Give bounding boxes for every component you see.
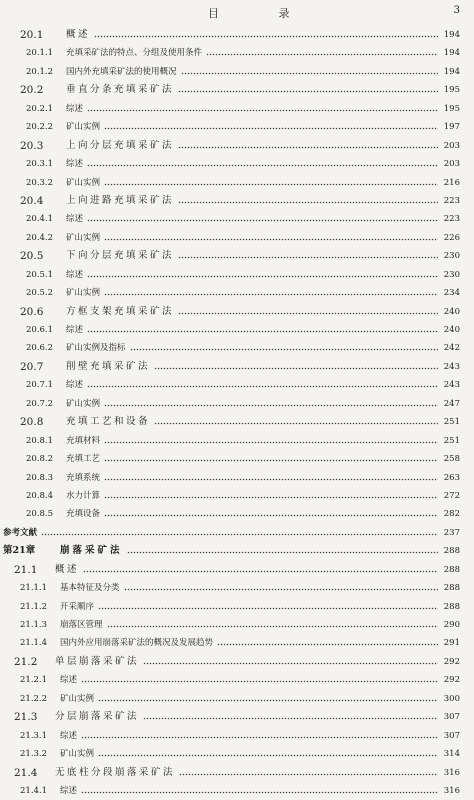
toc-entry-title: 综述: [66, 214, 84, 225]
toc-entry-title: 充填材料: [66, 435, 101, 446]
toc-entry-title: 基本特征及分类: [60, 583, 120, 594]
dot-leader: [83, 561, 438, 579]
toc-entry: [0, 118, 474, 136]
toc-entry-number: 20.2: [20, 84, 44, 97]
toc-entry-title: 综述: [60, 675, 78, 686]
dot-leader: [98, 598, 438, 616]
toc-entry-page: 288: [443, 564, 460, 575]
toc-entry-title: 上向分层充填采矿法: [66, 139, 175, 151]
toc-entry-page: 307: [443, 730, 460, 741]
toc-entry-number: 20.4.2: [26, 232, 54, 243]
toc-entry-number: 21.1.2: [20, 601, 48, 612]
toc-entry-number: 20.8.2: [26, 454, 54, 465]
toc-entry-title: 概述: [55, 563, 80, 575]
toc-entry-title: 矿山实例: [66, 288, 101, 299]
dot-leader: [94, 26, 438, 44]
toc-entry: [0, 487, 474, 505]
dot-leader: [217, 634, 438, 652]
toc-entry: [0, 542, 474, 560]
toc-entry-number: 20.7.2: [26, 398, 54, 409]
dot-leader: [178, 81, 438, 99]
toc-entry-number: 20.6.1: [26, 325, 54, 335]
toc-entry-title: 国内外充填采矿法的使用概况: [66, 66, 177, 77]
toc-entry: [0, 229, 474, 247]
toc-entry: [0, 26, 474, 44]
toc-entry: [0, 469, 474, 487]
toc-entry-page: 251: [443, 417, 460, 428]
toc-entry-number: 20.6.2: [26, 343, 54, 354]
table-of-contents: [0, 26, 474, 800]
toc-entry-title: 单层崩落采矿法: [55, 655, 140, 667]
dot-leader: [87, 155, 438, 173]
toc-entry-title: 参考文献: [3, 527, 38, 538]
toc-entry: [0, 81, 474, 99]
toc-entry-page: 240: [443, 306, 460, 317]
toc-entry-title: 综述: [60, 785, 78, 796]
toc-entry-number: 20.1.2: [26, 66, 54, 77]
toc-entry-title: 垂直分条充填采矿法: [66, 84, 175, 96]
toc-entry-number: 21.1.4: [20, 638, 48, 649]
toc-entry-page: 314: [443, 749, 460, 760]
header-title: 目 录: [208, 7, 318, 20]
dot-leader: [81, 782, 438, 800]
dot-leader: [87, 376, 438, 394]
toc-entry-title: 水力计算: [66, 490, 101, 501]
toc-entry: [0, 634, 474, 652]
toc-entry-page: 243: [443, 380, 460, 391]
toc-entry-page: 300: [443, 693, 460, 704]
dot-leader: [81, 671, 438, 689]
toc-entry-title: 崩落采矿法: [60, 545, 123, 557]
toc-entry-page: 230: [443, 251, 460, 262]
toc-entry-number: 20.1: [20, 29, 44, 41]
dot-leader: [178, 303, 438, 321]
toc-entry-title: 综述: [66, 103, 84, 114]
dot-leader: [104, 505, 438, 523]
toc-entry-title: 充填系统: [66, 472, 101, 483]
dot-leader: [181, 63, 438, 81]
dot-leader: [104, 395, 438, 413]
dot-leader: [178, 192, 438, 210]
toc-entry-number: 21.2.2: [20, 693, 48, 704]
dot-leader: [143, 653, 438, 671]
toc-entry-page: 203: [443, 140, 460, 151]
toc-entry-number: 21.3: [14, 711, 38, 724]
toc-entry-page: 197: [443, 122, 460, 133]
toc-entry: [0, 616, 474, 634]
toc-entry-title: 充填工艺和设备: [66, 416, 151, 428]
toc-entry-title: 综述: [60, 730, 78, 741]
toc-entry: [0, 395, 474, 413]
toc-entry-page: 223: [443, 195, 460, 206]
toc-entry-page: 247: [443, 398, 460, 409]
toc-entry-number: 21.4.1: [20, 785, 48, 796]
toc-entry: [0, 155, 474, 173]
toc-entry-title: 方框支架充填采矿法: [66, 305, 175, 317]
toc-entry-number: 20.1.1: [26, 48, 54, 59]
dot-leader: [154, 358, 438, 376]
dot-leader: [87, 266, 438, 284]
toc-entry-page: 290: [443, 620, 460, 630]
toc-entry-title: 矿山实例及指标: [66, 343, 126, 354]
toc-entry-page: 288: [443, 546, 460, 557]
toc-entry: [0, 764, 474, 782]
header-page-number: 3: [453, 5, 460, 16]
toc-entry-number: 20.7: [20, 360, 44, 373]
toc-entry-title: 综述: [66, 325, 84, 335]
toc-entry-title: 矿山实例: [66, 177, 101, 188]
toc-entry: [0, 745, 474, 763]
toc-entry-number: 21.1: [14, 563, 38, 576]
toc-entry-page: 292: [443, 656, 460, 667]
dot-leader: [130, 339, 438, 357]
dot-leader: [98, 745, 438, 763]
toc-entry-title: 开采顺序: [60, 601, 95, 612]
dot-leader: [124, 579, 438, 597]
toc-entry-title: 充填工艺: [66, 454, 101, 465]
toc-entry: [0, 174, 474, 192]
toc-entry: [0, 782, 474, 800]
toc-entry: [0, 192, 474, 210]
toc-entry-page: 288: [443, 601, 460, 612]
dot-leader: [98, 690, 438, 708]
dot-leader: [87, 321, 438, 339]
toc-entry-title: 国内外应用崩落采矿法的概况及发展趋势: [60, 638, 214, 649]
toc-entry-page: 194: [443, 66, 460, 77]
dot-leader: [104, 118, 438, 136]
toc-entry-title: 矿山实例: [60, 749, 95, 760]
toc-entry: [0, 100, 474, 118]
dot-leader: [41, 524, 438, 542]
toc-entry-number: 20.5: [20, 250, 44, 263]
toc-entry-title: 矿山实例: [66, 398, 101, 409]
toc-entry-number: 21.1.1: [20, 583, 48, 594]
toc-entry-page: 263: [443, 472, 460, 483]
toc-entry: [0, 432, 474, 450]
toc-entry-number: 20.5.1: [26, 269, 54, 280]
toc-entry-number: 20.5.2: [26, 288, 54, 299]
dot-leader: [154, 413, 438, 431]
dot-leader: [179, 764, 438, 782]
toc-entry: [0, 266, 474, 284]
toc-entry-number: 20.2.2: [26, 122, 54, 133]
toc-entry: [0, 671, 474, 689]
dot-leader: [127, 542, 438, 560]
dot-leader: [104, 432, 438, 450]
toc-entry: [0, 321, 474, 339]
toc-entry-title: 上向进路充填采矿法: [66, 194, 175, 206]
toc-entry: [0, 358, 474, 376]
toc-entry: [0, 247, 474, 265]
dot-leader: [81, 727, 438, 745]
toc-entry-page: 240: [443, 325, 460, 335]
toc-entry-number: 20.2.1: [26, 103, 54, 114]
toc-entry-number: 21.4: [14, 766, 38, 779]
toc-entry-title: 矿山实例: [60, 693, 95, 704]
dot-leader: [104, 450, 438, 468]
toc-entry-title: 综述: [66, 269, 84, 280]
dot-leader: [178, 137, 438, 155]
toc-entry-title: 综述: [66, 380, 84, 391]
toc-entry: [0, 598, 474, 616]
toc-entry: [0, 708, 474, 726]
toc-entry-number: 20.8.4: [26, 490, 54, 501]
toc-entry: [0, 579, 474, 597]
toc-entry-title: 削壁充填采矿法: [66, 360, 151, 372]
toc-entry-number: 20.3.1: [26, 159, 54, 170]
toc-entry: [0, 727, 474, 745]
toc-entry-title: 充填采矿法的特点、分组及使用条件: [66, 48, 203, 59]
toc-entry-number: 21.3.1: [20, 730, 48, 741]
toc-entry-title: 矿山实例: [66, 122, 101, 133]
dot-leader: [87, 100, 438, 118]
dot-leader: [104, 284, 438, 302]
toc-entry-number: 第21章: [3, 545, 36, 557]
dot-leader: [104, 174, 438, 192]
toc-entry-number: 21.3.2: [20, 749, 48, 760]
toc-entry: [0, 450, 474, 468]
toc-entry-number: 20.7.1: [26, 380, 54, 391]
toc-entry: [0, 690, 474, 708]
toc-entry-number: 21.1.3: [20, 620, 48, 630]
toc-entry-page: 230: [443, 269, 460, 280]
toc-entry-number: 21.2.1: [20, 675, 48, 686]
toc-entry: [0, 561, 474, 579]
toc-entry-title: 概述: [66, 29, 91, 40]
toc-entry-number: 20.4.1: [26, 214, 54, 225]
dot-leader: [107, 616, 438, 634]
toc-entry-title: 崩落区管理: [60, 620, 103, 630]
toc-entry-page: 258: [443, 454, 460, 465]
page-header: [0, 0, 474, 22]
toc-entry: [0, 413, 474, 431]
toc-entry-page: 282: [443, 509, 460, 520]
toc-entry: [0, 303, 474, 321]
toc-entry-page: 307: [443, 712, 460, 723]
toc-entry-page: 195: [443, 85, 460, 96]
toc-entry-page: 223: [443, 214, 460, 225]
dot-leader: [178, 247, 438, 265]
toc-entry: [0, 210, 474, 228]
dot-leader: [104, 469, 438, 487]
toc-entry-page: 272: [443, 490, 460, 501]
toc-entry: [0, 376, 474, 394]
toc-entry-number: 20.8.5: [26, 509, 54, 520]
toc-entry-number: 20.8: [20, 416, 44, 429]
toc-entry-number: 20.3.2: [26, 177, 54, 188]
toc-entry-page: 226: [443, 232, 460, 243]
toc-entry-page: 237: [443, 527, 460, 538]
toc-entry-title: 分层崩落采矿法: [55, 711, 140, 723]
dot-leader: [104, 487, 438, 505]
dot-leader: [104, 229, 438, 247]
toc-entry-page: 292: [443, 675, 460, 686]
toc-entry-page: 316: [443, 785, 460, 796]
toc-entry: [0, 137, 474, 155]
toc-entry-number: 20.8.3: [26, 472, 54, 483]
toc-entry-number: 20.4: [20, 194, 44, 207]
toc-entry-title: 矿山实例: [66, 232, 101, 243]
toc-entry-page: 203: [443, 159, 460, 170]
toc-entry: [0, 524, 474, 542]
toc-entry-page: 194: [443, 48, 460, 59]
toc-entry-title: 下向分层充填采矿法: [66, 250, 175, 262]
toc-entry: [0, 339, 474, 357]
toc-entry-number: 20.3: [20, 139, 44, 152]
toc-entry-title: 充填设备: [66, 509, 101, 520]
toc-entry-title: 综述: [66, 159, 84, 170]
toc-entry-page: 234: [443, 288, 460, 299]
dot-leader: [87, 210, 438, 228]
toc-entry: [0, 284, 474, 302]
toc-entry-number: 20.6: [20, 305, 44, 318]
toc-entry-page: 251: [443, 435, 460, 446]
toc-entry-number: 21.2: [14, 655, 38, 668]
toc-entry-page: 242: [443, 343, 460, 354]
dot-leader: [143, 708, 438, 726]
toc-entry: [0, 44, 474, 62]
toc-entry: [0, 63, 474, 81]
toc-entry-number: 20.8.1: [26, 435, 54, 446]
toc-entry-title: 无底柱分段崩落采矿法: [55, 766, 176, 778]
toc-entry-page: 195: [443, 103, 460, 114]
toc-entry: [0, 505, 474, 523]
dot-leader: [206, 44, 438, 62]
toc-entry-page: 288: [443, 583, 460, 594]
toc-entry-page: 243: [443, 361, 460, 372]
toc-entry-page: 194: [443, 30, 460, 40]
toc-entry-page: 316: [443, 767, 460, 778]
toc-entry: [0, 653, 474, 671]
toc-entry-page: 291: [443, 638, 460, 649]
toc-entry-page: 216: [443, 177, 460, 188]
